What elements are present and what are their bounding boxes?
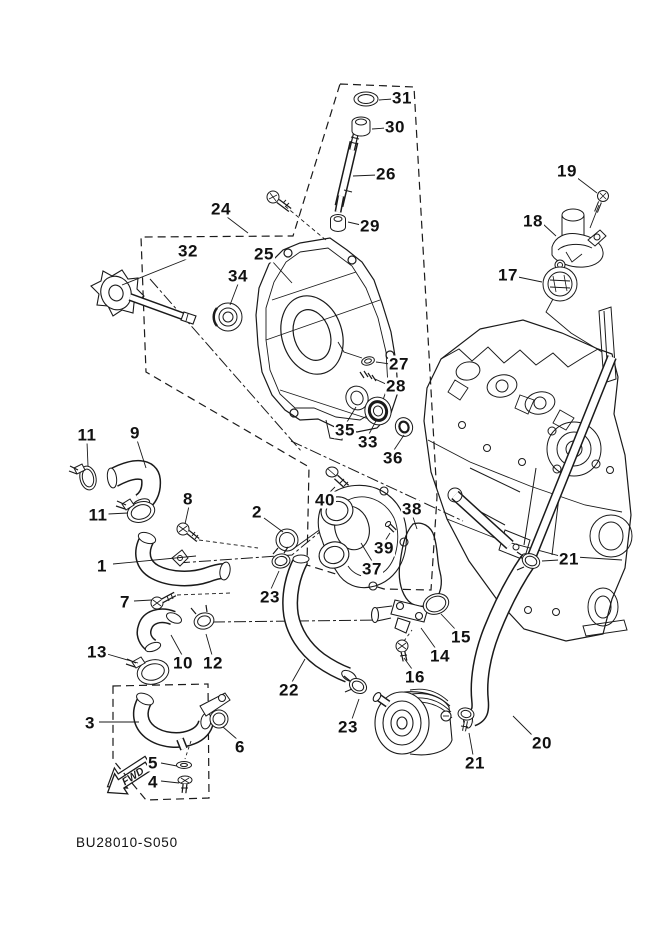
callout-34: 34	[228, 266, 248, 286]
fwd-arrow	[98, 750, 157, 802]
part-13-clamp	[126, 656, 172, 687]
fwd-arrow-label: FWD	[119, 765, 147, 789]
callout-30: 30	[385, 117, 405, 137]
part-7-bolt	[151, 593, 230, 609]
part-23-clamp-lower	[344, 675, 369, 696]
part-29-bushing	[331, 215, 346, 232]
cover-bolt	[267, 191, 327, 241]
callout-5: 5	[148, 753, 158, 773]
callout-1: 1	[97, 556, 107, 576]
callout-39: 39	[374, 538, 394, 558]
engine-block	[424, 299, 632, 641]
callout-3: 3	[85, 713, 95, 733]
callout-25: 25	[254, 244, 274, 264]
part-19-bolt	[590, 191, 609, 229]
part-32-impeller	[91, 270, 196, 324]
callout-32: 32	[178, 241, 198, 261]
callout-10: 10	[173, 653, 193, 673]
callout-6: 6	[235, 737, 245, 757]
callout-13: 13	[87, 642, 107, 662]
callout-27: 27	[389, 354, 409, 374]
part-21-clamp-lower	[457, 707, 475, 731]
callout-9: 9	[130, 423, 140, 443]
part-6-o-ring	[210, 710, 228, 728]
callout-2: 2	[252, 502, 262, 522]
oil-cooler	[372, 689, 452, 755]
part-34-seal	[214, 303, 242, 331]
callout-4: 4	[148, 772, 158, 792]
callout-11-mid: 11	[88, 505, 108, 525]
callout-38: 38	[402, 499, 422, 519]
callout-26: 26	[376, 164, 396, 184]
part-1-joint-pipe	[137, 530, 232, 581]
part-5-washer	[177, 762, 192, 769]
part-31-cap	[354, 92, 378, 106]
engine-arm	[448, 488, 510, 545]
callout-22: 22	[279, 680, 299, 700]
callout-14: 14	[430, 646, 450, 666]
callout-29: 29	[360, 216, 380, 236]
callout-16: 16	[405, 667, 425, 687]
callout-24: 24	[211, 199, 231, 219]
callout-28: 28	[386, 376, 406, 396]
part-12-clamp	[191, 605, 216, 631]
part-26-shaft	[338, 133, 359, 212]
callout-40: 40	[315, 490, 335, 510]
drawing-code: BU28010-S050	[76, 835, 178, 850]
callout-18: 18	[523, 211, 543, 231]
part-4-bolt	[178, 776, 192, 793]
callout-21-upper: 21	[559, 549, 579, 569]
callout-31: 31	[392, 88, 412, 108]
part-18-thermostat-housing	[552, 209, 606, 270]
callout-33: 33	[358, 432, 378, 452]
callout-15: 15	[451, 627, 471, 647]
callout-36: 36	[383, 448, 403, 468]
callout-7: 7	[120, 592, 130, 612]
part-8-bolt	[177, 523, 258, 548]
part-30-bushing	[352, 117, 370, 136]
part-14-outlet-fitting	[372, 600, 429, 633]
part-16-bolt	[396, 630, 412, 661]
callout-19: 19	[557, 161, 577, 181]
callout-23-lower: 23	[338, 717, 358, 737]
part-20-hose	[464, 552, 539, 728]
callout-11-top: 11	[77, 425, 97, 445]
part-37-pump-housing	[316, 485, 408, 590]
callout-8: 8	[183, 489, 193, 509]
callout-20: 20	[532, 733, 552, 753]
part-17-thermostat-cap	[543, 267, 577, 301]
callout-37: 37	[362, 559, 382, 579]
callout-23-upper: 23	[260, 587, 280, 607]
callout-21-lower: 21	[465, 753, 485, 773]
callout-12: 12	[203, 653, 223, 673]
callout-35: 35	[335, 420, 355, 440]
part-11-clamp-top	[69, 464, 98, 491]
callout-17: 17	[498, 265, 518, 285]
